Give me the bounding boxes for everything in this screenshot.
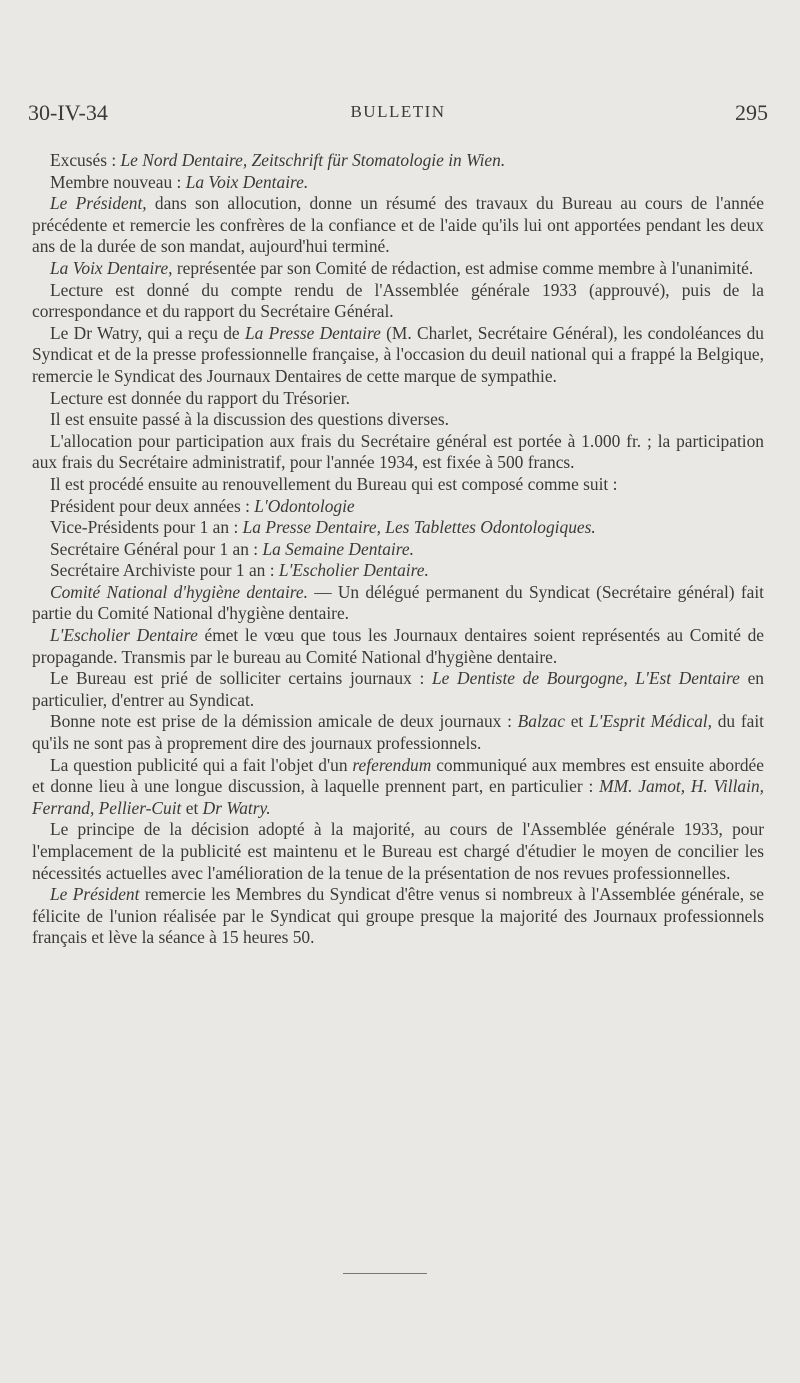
paragraph	[32, 323, 764, 388]
text-run: Lecture est donné du compte rendu de l'Assemblée générale 1933 (approuvé), puis de la correspondance et du rapport du Secrétaire Général.	[32, 279, 764, 322]
italic-text: L'Odontologie	[254, 495, 355, 516]
paragraph	[32, 388, 764, 410]
text-run: Le Dr Watry, qui a reçu de	[50, 322, 245, 343]
paragraph	[32, 755, 764, 820]
italic-text: La Presse Dentaire, Les Tablettes Odontologiques.	[242, 517, 596, 538]
text-run: Vice-Présidents pour 1 an :	[50, 517, 243, 538]
text-run: Le Bureau est prié de solliciter certains journaux :	[50, 668, 432, 689]
page-number: 295	[735, 100, 768, 125]
paragraph	[32, 193, 764, 258]
end-rule	[343, 1273, 427, 1274]
italic-text: MM. Jamot, H. Villain, Ferrand, Pellier-Cuit	[32, 776, 764, 818]
paragraph	[32, 280, 764, 323]
text-run: Membre nouveau :	[50, 171, 186, 192]
text-run: Secrétaire Général pour 1 an :	[50, 538, 263, 559]
text-run: — Un délégué permanent du Syndicat (Secrétaire général) fait partie du Comité National d'hygiène dentaire.	[32, 581, 764, 624]
text-run: en particulier, d'entrer au Syndicat.	[32, 668, 764, 710]
italic-text: Le Président	[50, 884, 140, 905]
paragraph	[32, 258, 764, 280]
text-run: Secrétaire Archiviste pour 1 an :	[50, 560, 279, 581]
text-run: Il est procédé ensuite au renouvellement du Bureau qui est composé comme suit :	[50, 473, 618, 494]
paragraph	[32, 409, 764, 431]
text-run: et	[564, 711, 589, 732]
header-title: BULLETIN	[350, 102, 446, 121]
paragraph	[32, 172, 764, 194]
text-run: Bonne note est prise de la démission amicale de deux journaux :	[50, 711, 518, 732]
text-run: Président pour deux années :	[50, 495, 255, 516]
text-run: Il est ensuite passé à la discussion des questions diverses.	[50, 409, 449, 430]
paragraph	[32, 474, 764, 496]
italic-text: La Presse Dentaire	[244, 322, 381, 343]
italic-text: referendum	[352, 754, 432, 775]
italic-text: La Voix Dentaire.	[185, 171, 309, 192]
text-run: du fait qu'ils ne sont pas à proprement dire des journaux professionnels.	[32, 711, 764, 754]
running-header	[28, 100, 768, 132]
paragraph	[32, 560, 764, 582]
header-date: 30-IV-34	[28, 100, 108, 125]
italic-text: La Semaine Dentaire.	[262, 538, 414, 559]
paragraph	[32, 431, 764, 474]
text-run: La question publicité qui a fait l'objet d'un	[50, 754, 353, 775]
text-run: Lecture est donnée du rapport du Trésorier.	[50, 387, 350, 408]
text-run: et	[181, 797, 203, 818]
paragraph	[32, 517, 764, 539]
paragraph	[32, 668, 764, 711]
text-run: remercie les Membres du Syndicat d'être venus si nombreux à l'Assemblée générale, se félicite de l'union réalisée par le Syndicat qui groupe presque la majorité des Journaux professionnels français et lève la séance à 15 heures 50.	[32, 884, 765, 948]
text-run: Le principe de la décision adopté à la majorité, au cours de l'Assemblée générale 1933, pour l'emplacement de la publicité est maintenu et le Bureau est chargé d'étudier le moyen de concilier les nécessités actuelles avec l'amélioration de la tenue de la présentation de nos revues professionnelles.	[32, 819, 764, 883]
italic-text: Le Dentiste de Bourgogne, L'Est Dentaire	[431, 668, 740, 689]
paragraph	[32, 539, 764, 561]
italic-text: Comité National d'hygiène dentaire.	[50, 581, 308, 602]
paragraph	[32, 711, 764, 754]
text-run: représentée par son Comité de rédaction, est admise comme membre à l'unanimité.	[172, 257, 754, 278]
paragraph	[32, 884, 764, 949]
italic-text: Dr Watry.	[202, 797, 271, 818]
text-run: dans son allocution, donne un résumé des travaux du Bureau au cours de l'année précédente et remercie les confrères de la confiance et de l'aide qu'ils lui ont apportées pendant les deux ans de la durée de son mandat, aujourd'hui terminé.	[32, 193, 764, 257]
italic-text: Le Président,	[50, 193, 147, 214]
text-run: (M. Charlet, Secrétaire Général), les condoléances du Syndicat et de la presse professionnelle française, à l'occasion du deuil national qui a frappé la Belgique, remercie le Syndicat des Journaux Dentaires de cette marque de sympathie.	[32, 322, 765, 386]
text-run: communiqué aux membres est ensuite abordée et donne lieu à une longue discussion, à laquelle prennent part, en particulier :	[32, 754, 764, 797]
text-run: émet le vœu que tous les Journaux dentaires soient représentés au Comité de propagande. Transmis par le bureau au Comité National d'hygiène dentaire.	[32, 625, 765, 667]
italic-text: Balzac	[517, 711, 565, 732]
italic-text: L'Escholier Dentaire.	[278, 560, 429, 581]
paragraph	[32, 496, 764, 518]
text-run: Excusés :	[50, 150, 121, 170]
italic-text: La Voix Dentaire,	[50, 257, 173, 278]
italic-text: L'Escholier Dentaire	[50, 625, 198, 646]
paragraph	[32, 582, 764, 625]
paragraph	[32, 150, 764, 172]
italic-text: Le Nord Dentaire, Zeitschrift für Stomatologie in Wien.	[120, 150, 506, 170]
paragraph	[32, 625, 764, 668]
italic-text: L'Esprit Médical,	[589, 711, 712, 732]
document-body	[32, 150, 764, 949]
paragraph	[32, 819, 764, 884]
text-run: L'allocation pour participation aux frais du Secrétaire général est portée à 1.000 fr. ; la participation aux frais du Secrétaire administratif, pour l'année 1934, est fixée à 500 francs.	[32, 430, 764, 473]
